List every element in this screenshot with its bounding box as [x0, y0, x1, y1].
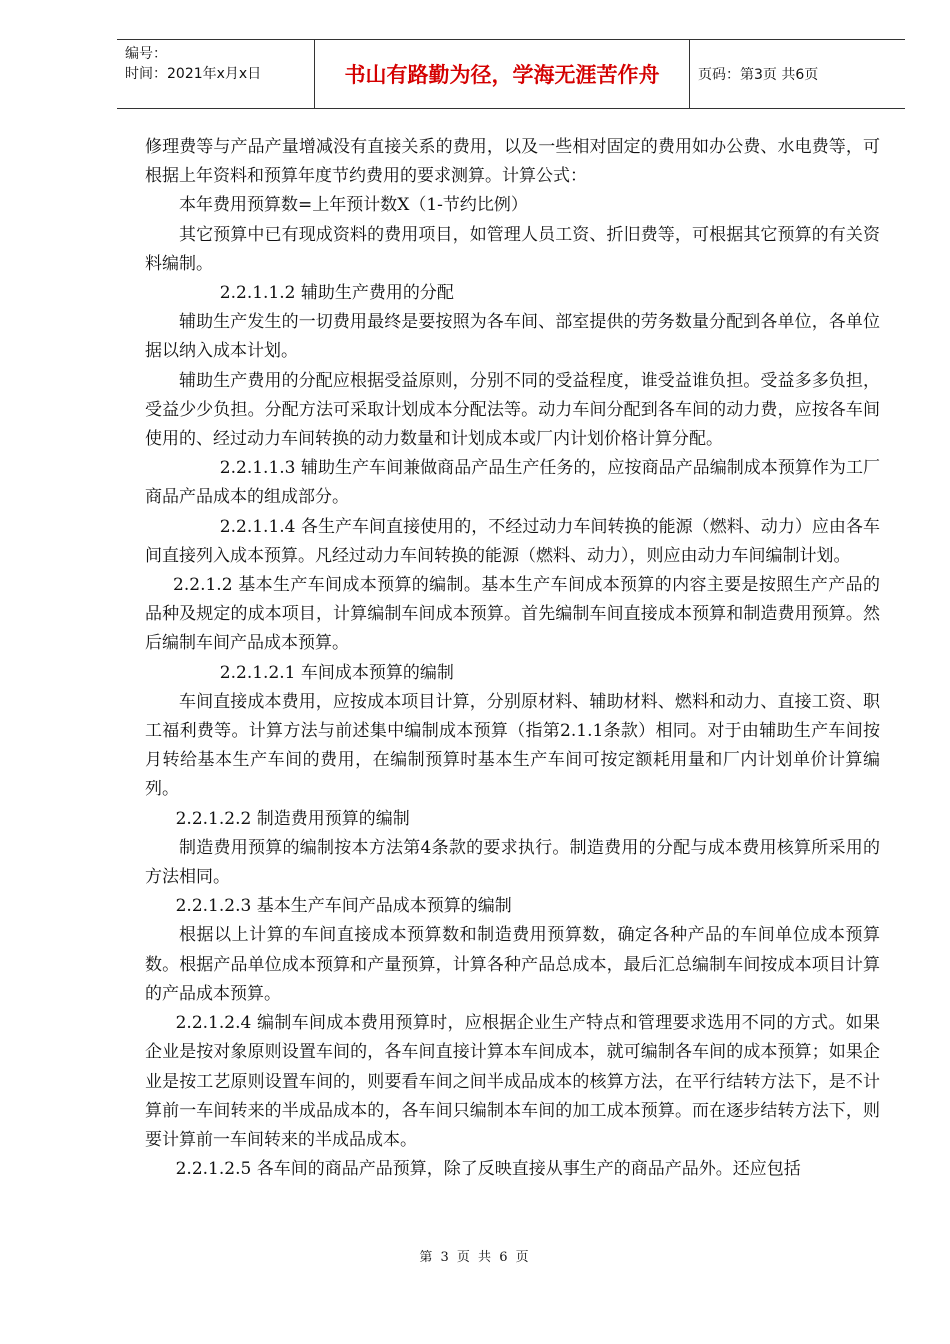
body-paragraph: 2.2.1.2 基本生产车间成本预算的编制。基本生产车间成本预算的内容主要是按照生产产品的品种及规定的成本项目，计算编制车间成本预算。首先编制车间直接成本预算和制造费用预算。然后编制车间产品成本预算。	[145, 575, 880, 654]
body-paragraph: 2.2.1.1.4 各生产车间直接使用的，不经过动力车间转换的能源（燃料、动力）应由各车间直接列入成本预算。凡经过动力车间转换的能源（燃料、动力），则应由动力车间编制计划。	[145, 516, 880, 566]
document-number-label: 编号：	[125, 46, 167, 62]
body-paragraph: 根据以上计算的车间直接成本预算数和制造费用预算数，确定各种产品的车间单位成本预算数。根据产品单位成本预算和产量预算，计算各种产品总成本，最后汇总编制车间按成本项目计算的产品成本预算。	[145, 925, 880, 1004]
header-page-number: 页码：第3页 共6页	[698, 67, 819, 83]
document-body	[145, 133, 880, 1184]
section-heading: 2.2.1.1.2 辅助生产费用的分配	[219, 283, 454, 304]
page-header	[117, 39, 905, 109]
section-heading: 2.2.1.2.3 基本生产车间产品成本预算的编制	[175, 896, 512, 917]
body-paragraph: 车间直接成本费用，应按成本项目计算，分别原材料、辅助材料、燃料和动力、直接工资、职工福利费等。计算方法与前述集中编制成本预算（指第2.1.1条款）相同。对于由辅助生产车间按月转给基本生产车间的费用，在编制预算时基本生产车间可按定额耗用量和厂内计划单价计算编列。	[145, 691, 880, 800]
body-paragraph: 2.2.1.2.5 各车间的商品产品预算，除了反映直接从事生产的商品产品外。还应包括	[175, 1159, 801, 1180]
body-paragraph: 辅助生产发生的一切费用最终是要按照为各车间、部室提供的劳务数量分配到各单位，各单位据以纳入成本计划。	[145, 312, 880, 362]
section-heading: 2.2.1.2.2 制造费用预算的编制	[175, 808, 410, 829]
section-heading: 2.2.1.2.1 车间成本预算的编制	[219, 662, 454, 683]
body-paragraph: 辅助生产费用的分配应根据受益原则，分别不同的受益程度，谁受益谁负担。受益多多负担，受益少少负担。分配方法可采取计划成本分配法等。动力车间分配到各车间的动力费，应按各车间使用的、经过动力车间转换的动力数量和计划成本或厂内计划价格计算分配。	[145, 370, 880, 450]
body-paragraph: 2.2.1.1.3 辅助生产车间兼做商品产品生产任务的，应按商品产品编制成本预算作为工厂商品产品成本的组成部分。	[145, 458, 880, 508]
body-paragraph: 本年费用预算数=上年预计数X（1-节约比例）	[179, 195, 528, 216]
document-time: 时间：2021年x月x日	[125, 66, 262, 82]
body-paragraph: 修理费等与产品产量增减没有直接关系的费用，以及一些相对固定的费用如办公费、水电费等，可根据上年资料和预算年度节约费用的要求测算。计算公式：	[145, 137, 880, 187]
header-motto: 书山有路勤为径，学海无涯苦作舟	[315, 40, 690, 108]
body-paragraph: 其它预算中已有现成资料的费用项目，如管理人员工资、折旧费等，可根据其它预算的有关资料编制。	[145, 224, 880, 274]
page-footer: 第 3 页 共 6 页	[419, 1250, 531, 1265]
body-paragraph: 制造费用预算的编制按本方法第4条款的要求执行。制造费用的分配与成本费用核算所采用的方法相同。	[145, 837, 880, 888]
header-meta	[117, 40, 315, 108]
body-paragraph: 2.2.1.2.4 编制车间成本费用预算时，应根据企业生产特点和管理要求选用不同的方式。如果企业是按对象原则设置车间的，各车间直接计算本车间成本，就可编制各车间的成本预算；如果企业是按工艺原则设置车间的，则要看车间之间半成品成本的核算方法，在平行结转方法下，是不计算前一车间转来的半成品成本的，各车间只编制本车间的加工成本预算。而在逐步结转方法下，则要计算前一车间转来的半成品成本。	[145, 1013, 880, 1150]
